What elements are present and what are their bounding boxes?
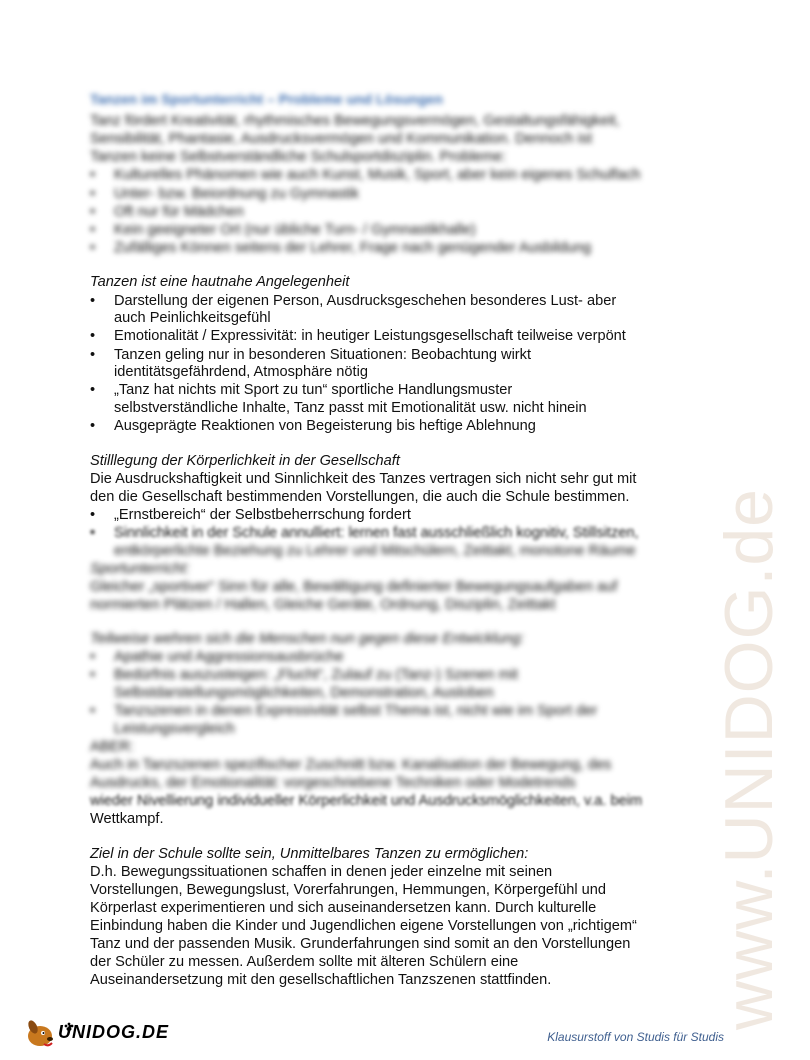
paragraph-line: Die Ausdruckshaftigkeit und Sinnlichkeit des Tanzes vertragen sich nicht sehr gut mit: [90, 471, 637, 487]
list-item-continuation: auch Peinlichkeitsgefühl: [114, 310, 271, 326]
section-heading: Stilllegung der Körperlichkeit in der Gesellschaft: [90, 453, 400, 469]
dog-icon: [26, 1019, 53, 1046]
section-heading: Tanzen ist eine hautnahe Angelegenheit: [90, 274, 350, 290]
sub-heading: Sportunterricht:: [90, 561, 190, 577]
paragraph-line: den die Gesellschaft bestimmenden Vorstellungen, die auch die Schule bestimmen.: [90, 489, 630, 505]
list-item-continuation: entkörperlichte Beziehung zu Lehrer und Mitschülern, Zeittakt, monotone Räume: [114, 543, 636, 559]
paragraph-line: der Schüler zu messen. Außerdem sollte mit älteren Schülern eine: [90, 954, 519, 970]
paragraph-line: Einbindung haben die Kinder und Jugendlichen eigene Vorstellungen von „richtigem“: [90, 918, 637, 934]
paragraph-line: Wettkampf.: [90, 811, 164, 827]
paragraph-line: normierten Plätzen / Hallen, Gleiche Geräte, Ordnung, Disziplin, Zeittakt: [90, 597, 556, 613]
document-page: www.UNIDOG.de Tanzen im Sportunterricht – Probleme und Lösungen Tanz fördert Kreativität, rhythmisches Bewegungsvermögen, Gestaltungsfähigkeit, Sensibilität, Phantasie, Ausdrucksvermögen und Kommunikation. Dennoch ist Tanzen keine Selbstverständliche Schulsportdisziplin. Probleme: • Kulturelles Phänomen wie auch Kunst, Musik, Sport, aber kein eigenes Schulfach • Unter- bzw. Beiordnung zu Gymnastik • Oft nur für Mädchen • Kein geeigneter Ort (nur übliche Turn- / Gymnastikhalle) • Zufälliges Können seitens der Lehrer, Frage nach genügender Ausbildung Tanzen ist eine hautnahe Angelegenheit • Darstellung der eigenen Person, Ausdrucksgeschehen besonderes Lust- aber auch Peinlichkeitsgefühl • Emotionalität / Expressivität: in heutiger Leistungsgesellschaft teilweise verpönt • Tanzen geling nur in besonderen Situationen: Beobachtung wirkt identitätsgefährdend, Atmosphäre nötig • „Tanz hat nichts mit Sport zu tun“ sportliche Handlungsmuster selbstverständliche Inhalte, Tanz passt mit Emotionalität usw. nicht hinein • Ausgeprägte Reaktionen von Begeisterung bis heftige Ablehnung Stilllegung der Körperlichkeit in der Gesellschaft Die Ausdruckshaftigkeit und Sinnlichkeit des Tanzes vertragen sich nicht sehr gut mit den die Gesellschaft bestimmenden Vorstellungen, die auch die Schule bestimmen. • „Ernstbereich“ der Selbstbeherrschung fordert • Sinnlichkeit in der Schule annulliert: lernen fast ausschließlich kognitiv, Stillsitzen, entkörperlichte Beziehung zu Lehrer und Mitschülern, Zeittakt, monotone Räume Sportunterricht: Gleicher „sportiver“ Sinn für alle, Bewältigung definierter Bewegungsaufgaben auf normierten Plätzen / Hallen, Gleiche Geräte, Ordnung, Disziplin, Zeittakt Teilweise wehren sich die Menschen nun gegen diese Entwicklung: • Apathie und Aggressionsausbrüche • Bedürfnis auszusteigen: „Flucht“, Zulauf zu (Tanz-) Szenen mit Selbstdarstellungsmöglichkeiten, Demonstration, Ausloben • Tanzszenen in denen Expressivität selbst Thema ist, nicht wie im Sport der Leistungsvergleich ABER: Auch in Tanzszenen spezifischer Zuschnitt bzw. Kanalisation der Bewegung, des Ausdrucks, der Emotionalität: vorgeschriebene Techniken oder Modetrends wieder Nivellierung individueller Körperlichkeit und Ausdrucksmöglichkeiten, v.a. beim Wettkampf. Ziel in der Schule sollte sein, Unmittelbares Tanzen zu ermöglichen: D.h. Bewegungssituationen schaffen in denen jeder einzelne mit seinen Vorstellungen, Bewegungslust, Vorerfahrungen, Hemmungen, Körpergefühl und Körperlast experimentieren und sich auseinandersetzen kann. Durch kulturelle Einbindung haben die Kinder und Jugendlichen eigene Vorstellungen von „richtigem“ Tanz und der passenden Musik. Grunderfahrungen sind somit an den Vorstellungen der Schüler zu messen. Außerdem sollte mit älteren Schülern eine Auseinandersetzung mit den gesellschaftlichen Tanzszenen stattfinden. UNIDOG.DE Klausurstoff von Studis für Studis: [0, 0, 750, 1060]
paragraph-line: Tanzen keine Selbstverständliche Schulsportdisziplin. Probleme:: [90, 149, 507, 165]
paragraph-line: wieder Nivellierung individueller Körperlichkeit und Ausdrucksmöglichkeiten, v.a. beim: [90, 793, 643, 809]
paragraph-line: Vorstellungen, Bewegungslust, Vorerfahrungen, Hemmungen, Körpergefühl und: [90, 882, 606, 898]
paragraph-line: Gleicher „sportiver“ Sinn für alle, Bewältigung definierter Bewegungsaufgaben auf: [90, 579, 618, 595]
aber-label: ABER:: [90, 739, 134, 755]
section-heading: Teilweise wehren sich die Menschen nun gegen diese Entwicklung:: [90, 631, 525, 647]
list-item-continuation: selbstverständliche Inhalte, Tanz passt mit Emotionalität usw. nicht hinein: [114, 400, 587, 416]
watermark: www.UNIDOG.de: [711, 488, 787, 1030]
paragraph-line: Sensibilität, Phantasie, Ausdrucksvermögen und Kommunikation. Dennoch ist: [90, 131, 593, 147]
section-heading: Ziel in der Schule sollte sein, Unmittelbares Tanzen zu ermöglichen:: [90, 846, 529, 862]
paragraph-line: Auch in Tanzszenen spezifischer Zuschnitt bzw. Kanalisation der Bewegung, des: [90, 757, 612, 773]
paragraph-line: Tanz und der passenden Musik. Grunderfahrungen sind somit an den Vorstellungen: [90, 936, 631, 952]
paragraph-line: Ausdrucks, der Emotionalität: vorgeschriebene Techniken oder Modetrends: [90, 775, 576, 791]
list-item-continuation: Leistungsvergleich: [114, 721, 235, 737]
paragraph-line: D.h. Bewegungssituationen schaffen in denen jeder einzelne mit seinen: [90, 864, 553, 880]
list-item-continuation: identitätsgefährdend, Atmosphäre nötig: [114, 364, 368, 380]
paragraph-line: Körperlast experimentieren und sich auseinandersetzen kann. Durch kulturelle: [90, 900, 597, 916]
section-title: Tanzen im Sportunterricht – Probleme und Lösungen: [90, 91, 443, 107]
list-item-continuation: Selbstdarstellungsmöglichkeiten, Demonstration, Ausloben: [114, 685, 494, 701]
paragraph-line: Tanz fördert Kreativität, rhythmisches Bewegungsvermögen, Gestaltungsfähigkeit,: [90, 113, 620, 129]
logo-text: UNIDOG.DE: [58, 1022, 170, 1042]
footer-tagline: Klausurstoff von Studis für Studis: [547, 1030, 724, 1044]
paragraph-line: Auseinandersetzung mit den gesellschaftlichen Tanzszenen stattfinden.: [90, 972, 552, 988]
